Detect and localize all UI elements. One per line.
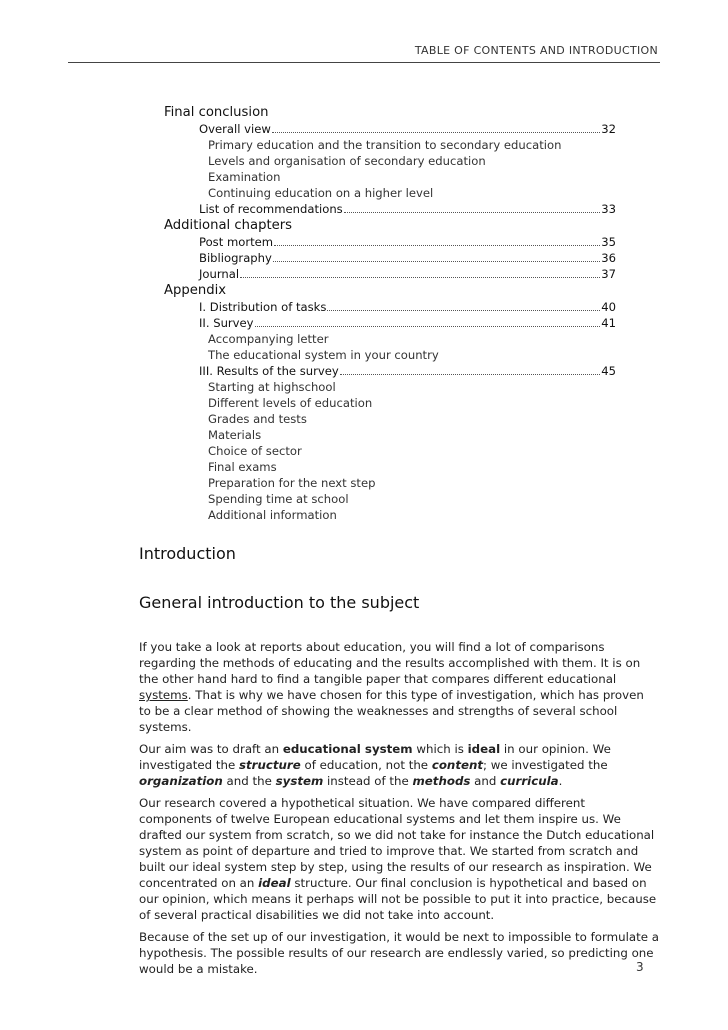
section-heading-introduction: Introduction (139, 544, 236, 563)
bold-italic-term: ideal (258, 876, 291, 890)
toc-entry-survey[interactable] (199, 315, 616, 331)
text-run: Our aim was to draft an (139, 742, 283, 756)
dot-leader (274, 244, 600, 246)
dot-leader (344, 211, 601, 213)
text-run: . That is why we have chosen for this type of investigation, which has proven to be a clear method of showing the weaknesses and strengths of several school systems. (139, 688, 644, 734)
toc-subitem: Additional information (208, 508, 337, 522)
text-run: If you take a look at reports about education, you will find a lot of comparisons regarding the methods of educating and the results accomplished with them. It is on the other hand hard to find a tangible paper that compares different educational (139, 640, 641, 686)
bold-italic-term: curricula (500, 774, 559, 788)
dot-leader (255, 325, 601, 327)
bold-italic-term: content (431, 758, 484, 772)
bold-term: ideal (467, 742, 501, 756)
toc-entry-page: 40 (601, 300, 616, 314)
text-run: Our research covered a hypothetical situation. We have compared different components of twelve European educational systems and let them inspire us. We drafted our system from scratch, so we did not take for instance the Dutch educational system as point of departure and tried to improve that. We started from scratch and built our ideal system step by step, using the results of our research as inspiration. We concentrated on an (139, 796, 655, 890)
header-rule (68, 62, 660, 63)
toc-entry-label: III. Results of the survey (199, 364, 339, 378)
text-run: structure. Our final conclusion is hypothetical and based on our opinion, which means it perhaps will not be possible to put it into practice, because of several practical disabilities we did not take into account. (139, 876, 657, 922)
paragraph-1 (139, 639, 659, 735)
dot-leader (327, 309, 600, 311)
text-run: which is (412, 742, 468, 756)
bold-italic-term: methods (412, 774, 471, 788)
toc-subitem: Spending time at school (208, 492, 349, 506)
toc-subitem: Primary education and the transition to secondary education (208, 138, 562, 152)
text-run: . (558, 774, 563, 788)
toc-subitem: Continuing education on a higher level (208, 186, 434, 200)
toc-section-additional-chapters: Additional chapters (164, 218, 293, 233)
paragraph-3 (139, 795, 659, 923)
dot-leader (340, 373, 600, 375)
table-of-contents (0, 104, 728, 523)
subsection-heading-general-introduction: General introduction to the subject (139, 593, 420, 612)
toc-entry-label: I. Distribution of tasks (199, 300, 327, 314)
dot-leader (272, 131, 600, 133)
toc-entry-overall-view[interactable] (199, 121, 616, 137)
toc-entry-page: 32 (601, 122, 616, 136)
text-run: and the (222, 774, 276, 788)
toc-subitem: Accompanying letter (208, 332, 329, 346)
bold-term: educational system (282, 742, 413, 756)
toc-entry-bibliography[interactable] (199, 250, 616, 266)
toc-subitem: Different levels of education (208, 396, 373, 410)
text-run: and (470, 774, 501, 788)
toc-entry-page: 37 (601, 267, 616, 281)
toc-subitem: Starting at highschool (208, 380, 336, 394)
toc-entry-label: Journal (199, 267, 240, 281)
toc-entry-journal[interactable] (199, 266, 616, 282)
toc-entry-post-mortem[interactable] (199, 234, 616, 250)
toc-section-appendix: Appendix (164, 283, 227, 298)
toc-subitem: Examination (208, 170, 281, 184)
toc-entry-label: Overall view (199, 122, 271, 136)
toc-entry-distribution-of-tasks[interactable] (199, 299, 616, 315)
paragraph-2 (139, 741, 659, 789)
text-run: of education, not the (300, 758, 432, 772)
toc-entry-page: 36 (601, 251, 616, 265)
bold-italic-term: organization (139, 774, 223, 788)
toc-subitem: Grades and tests (208, 412, 307, 426)
toc-subitem: Choice of sector (208, 444, 302, 458)
toc-subitem: The educational system in your country (208, 348, 439, 362)
toc-subitem: Levels and organisation of secondary education (208, 154, 486, 168)
paragraph-4: Because of the set up of our investigation, it would be next to impossible to formulate a hypothesis. The possible results of our research are endlessly varied, so predicting one would be a mistake. (139, 930, 659, 976)
toc-entry-page: 35 (601, 235, 616, 249)
toc-entry-label: II. Survey (199, 316, 254, 330)
text-run: in our opinion. We investigated the (139, 742, 611, 772)
bold-italic-term: system (275, 774, 324, 788)
toc-subitem: Final exams (208, 460, 277, 474)
introduction-body (139, 639, 659, 983)
toc-entry-results-of-the-survey[interactable] (199, 363, 616, 379)
dot-leader (273, 260, 600, 262)
toc-entry-label: List of recommendations (199, 202, 343, 216)
toc-entry-list-of-recommendations[interactable] (199, 201, 616, 217)
toc-subitem: Materials (208, 428, 262, 442)
toc-entry-label: Bibliography (199, 251, 272, 265)
toc-entry-page: 45 (601, 364, 616, 378)
toc-entry-page: 33 (601, 202, 616, 216)
toc-entry-page: 41 (601, 316, 616, 330)
running-header: TABLE OF CONTENTS AND INTRODUCTION (414, 44, 658, 57)
toc-subitem: Preparation for the next step (208, 476, 376, 490)
text-run: instead of the (323, 774, 413, 788)
page-number: 3 (636, 960, 644, 974)
dot-leader (240, 276, 600, 278)
toc-section-final-conclusion: Final conclusion (164, 105, 269, 120)
bold-italic-term: structure (239, 758, 301, 772)
underlined-term: systems (139, 688, 188, 702)
toc-entry-label: Post mortem (199, 235, 274, 249)
text-run: ; we investigated the (483, 758, 608, 772)
